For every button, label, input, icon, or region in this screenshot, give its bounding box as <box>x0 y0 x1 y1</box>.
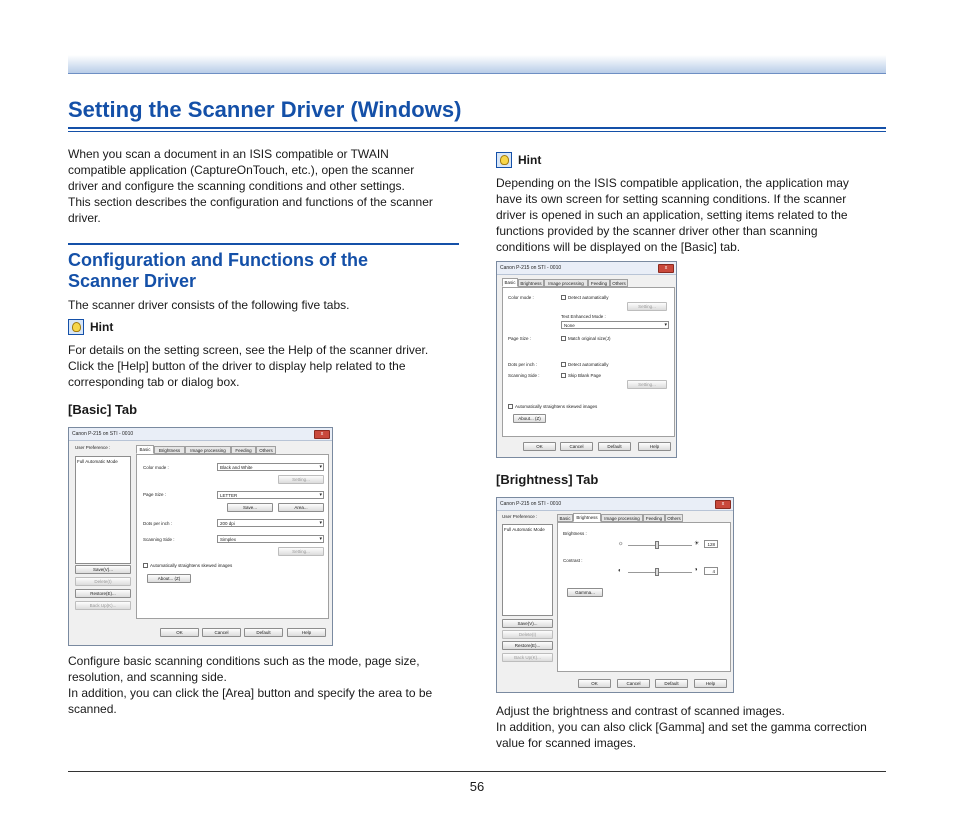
dialog-titlebar <box>497 262 676 275</box>
hint-line: For details on the setting screen, see the Help of the scanner driver. <box>68 343 429 357</box>
close-icon: x <box>715 500 731 509</box>
hint-body <box>68 342 463 390</box>
footer-rule <box>68 771 886 772</box>
section-rule <box>68 243 459 245</box>
straighten-label: Automatically straightens skewed images <box>150 563 233 568</box>
page-number: 56 <box>469 779 485 794</box>
desc-line: In addition, you can click the [Area] button and specify the area to be <box>68 686 433 700</box>
hint-line: Click the [Help] button of the driver to display help related to the <box>68 359 406 373</box>
section-title <box>68 250 459 292</box>
text-enhanced-label: Text Enhanced Mode : <box>561 314 606 319</box>
detect-dpi-label: Detect automatically <box>568 362 609 367</box>
tab-brightness: Brightness <box>573 513 601 522</box>
area-button: Area... <box>278 503 324 512</box>
desc-line: value for scanned images. <box>496 736 637 750</box>
user-pref-list <box>75 456 131 564</box>
backup-pref-button: Back Up(K)... <box>75 601 131 610</box>
close-icon: x <box>314 430 330 439</box>
brightness-label: Brightness : <box>563 531 587 536</box>
hint-line: corresponding tab or dialog box. <box>68 375 240 389</box>
straighten-checkbox <box>508 404 513 409</box>
about-button: About... (Z) <box>147 574 191 583</box>
header-band <box>68 55 886 74</box>
dialog-title: Canon P-215 on STI - 0010 <box>500 265 562 271</box>
close-icon: x <box>658 264 674 273</box>
hint-line: driver is opened in such an application, setting items related to the <box>496 208 848 222</box>
tab-feeding: Feeding <box>231 446 256 454</box>
lightbulb-icon <box>68 319 84 335</box>
hint-label: Hint <box>518 153 542 167</box>
desc-line: Adjust the brightness and contrast of scanned images. <box>496 704 785 718</box>
intro-line: When you scan a document in an ISIS compatible or TWAIN <box>68 147 389 161</box>
basic-dialog-screenshot <box>68 427 333 646</box>
color-mode-select: Black and White ▾ <box>217 463 324 471</box>
page-title: Setting the Scanner Driver (Windows) <box>68 97 462 122</box>
user-pref-item: Full Automatic Mode <box>77 459 118 464</box>
section-desc: The scanner driver consists of the following five tabs. <box>68 298 350 312</box>
intro-paragraph <box>68 146 463 226</box>
user-pref-item: Full Automatic Mode <box>504 527 545 532</box>
delete-pref-button: Delete(I) <box>75 577 131 586</box>
desc-line: scanned. <box>68 702 117 716</box>
tab-panel <box>136 454 329 619</box>
contrast-high-icon: ◑ <box>694 567 698 573</box>
help-button: Help <box>287 628 326 637</box>
backup-pref-button: Back Up(K)... <box>502 653 553 662</box>
user-pref-label: User Preference : <box>75 445 111 450</box>
save-pref-button: Save(V)... <box>75 565 131 574</box>
gamma-button: Gamma... <box>567 588 603 597</box>
match-original-checkbox <box>561 336 566 341</box>
dpi-label: Dots per inch : <box>508 362 538 367</box>
color-mode-label: Color mode : <box>508 295 534 300</box>
help-button: Help <box>694 679 727 688</box>
title-rule <box>68 127 886 129</box>
settings-button: Setting... <box>627 302 667 311</box>
tab-others: Others <box>256 446 276 454</box>
detect-auto-checkbox <box>561 295 566 300</box>
dialog-titlebar <box>69 428 332 441</box>
cancel-button: Cancel <box>560 442 593 451</box>
title-rule-thin <box>68 131 886 132</box>
tab-brightness: Brightness <box>154 446 185 454</box>
brightness-tab-desc <box>496 703 886 751</box>
scanning-side-label: Scanning Side : <box>508 373 540 378</box>
scanning-side-label: Scanning Side : <box>143 537 175 542</box>
contrast-label: Contrast : <box>563 558 583 563</box>
brightness-slider-thumb <box>655 541 659 549</box>
cancel-button: Cancel <box>202 628 241 637</box>
contrast-value: 4 <box>704 567 718 575</box>
tab-others: Others <box>610 279 628 287</box>
dpi-label: Dots per inch : <box>143 521 173 526</box>
page-size-select: LETTER ▾ <box>217 491 324 499</box>
help-button: Help <box>638 442 671 451</box>
contrast-slider-thumb <box>655 568 659 576</box>
text-enhanced-select: None ▾ <box>561 321 669 329</box>
color-mode-label: Color mode : <box>143 465 169 470</box>
tab-panel <box>502 287 675 437</box>
detect-dpi-checkbox <box>561 362 566 367</box>
isis-basic-dialog-screenshot <box>496 261 677 458</box>
straighten-label: Automatically straightens skewed images <box>515 404 598 409</box>
basic-tab-desc <box>68 653 463 717</box>
tab-brightness: Brightness <box>518 279 544 287</box>
contrast-slider <box>628 572 692 573</box>
intro-line: This section describes the configuration and functions of the scanner <box>68 195 433 209</box>
intro-line: driver. <box>68 211 101 225</box>
intro-line: driver and configure the scanning conditions and other settings. <box>68 179 405 193</box>
hint-line: Depending on the ISIS compatible application, the application may <box>496 176 849 190</box>
page-size-label: Page Size : <box>508 336 532 341</box>
settings-button: Setting... <box>627 380 667 389</box>
default-button: Default <box>244 628 283 637</box>
match-original-label: Match original size(J) <box>568 336 611 341</box>
section-title-line: Scanner Driver <box>68 271 197 291</box>
desc-line: In addition, you can also click [Gamma] and set the gamma correction <box>496 720 867 734</box>
tab-image-processing: Image processing <box>601 514 643 522</box>
hint-line: functions provided by the scanner driver other than scanning <box>496 224 818 238</box>
tab-feeding: Feeding <box>588 279 610 287</box>
brightness-slider <box>628 545 692 546</box>
tab-image-processing: Image processing <box>544 279 588 287</box>
intro-line: compatible application (CaptureOnTouch, etc.), open the scanner <box>68 163 415 177</box>
hint-heading <box>496 152 541 168</box>
cancel-button: Cancel <box>617 679 650 688</box>
straighten-checkbox <box>143 563 148 568</box>
tab-basic: Basic <box>557 514 573 522</box>
ok-button: OK <box>523 442 556 451</box>
tab-panel <box>557 522 731 672</box>
ok-button: OK <box>578 679 611 688</box>
user-pref-label: User Preference : <box>502 514 538 519</box>
section-title-line: Configuration and Functions of the <box>68 250 368 270</box>
detect-auto-label: Detect automatically <box>568 295 609 300</box>
hint-heading <box>68 319 113 335</box>
contrast-low-icon: ◐ <box>618 568 622 574</box>
hint-body <box>496 175 886 255</box>
desc-line: resolution, and scanning side. <box>68 670 227 684</box>
brightness-value: 128 <box>704 540 718 548</box>
restore-pref-button: Restore(E)... <box>75 589 131 598</box>
delete-pref-button: Delete(I) <box>502 630 553 639</box>
dialog-title: Canon P-215 on STI - 0010 <box>72 431 134 437</box>
tab-feeding: Feeding <box>643 514 665 522</box>
tab-basic: Basic <box>502 278 518 287</box>
save-size-button: Save... <box>227 503 273 512</box>
user-pref-list <box>502 524 553 616</box>
dialog-titlebar <box>497 498 733 511</box>
tab-others: Others <box>665 514 683 522</box>
about-button: About... (Z) <box>513 414 546 423</box>
hint-line: conditions will be displayed on the [Basic] tab. <box>496 240 741 254</box>
settings-button: Setting... <box>278 547 324 556</box>
desc-line: Configure basic scanning conditions such as the mode, page size, <box>68 654 420 668</box>
skip-blank-label: Skip Blank Page <box>568 373 602 378</box>
default-button: Default <box>655 679 688 688</box>
brightness-tab-heading: [Brightness] Tab <box>496 472 599 487</box>
page-size-label: Page Size : <box>143 492 167 497</box>
scanning-side-select: Simplex ▾ <box>217 535 324 543</box>
lightbulb-icon <box>496 152 512 168</box>
brightness-dialog-screenshot <box>496 497 734 693</box>
basic-tab-heading: [Basic] Tab <box>68 402 138 417</box>
ok-button: OK <box>160 628 199 637</box>
tab-basic: Basic <box>136 445 154 454</box>
settings-button: Setting... <box>278 475 324 484</box>
hint-label: Hint <box>90 320 114 334</box>
default-button: Default <box>598 442 631 451</box>
save-pref-button: Save(V)... <box>502 619 553 628</box>
tab-image-processing: Image processing <box>185 446 231 454</box>
hint-line: have its own screen for setting scanning conditions. If the scanner <box>496 192 847 206</box>
restore-pref-button: Restore(E)... <box>502 641 553 650</box>
brightness-high-icon: ☀ <box>694 541 700 547</box>
dpi-select: 200 dpi ▾ <box>217 519 324 527</box>
dialog-title: Canon P-215 on STI - 0010 <box>500 501 562 507</box>
skip-blank-checkbox <box>561 373 566 378</box>
brightness-low-icon: ☼ <box>618 541 624 547</box>
